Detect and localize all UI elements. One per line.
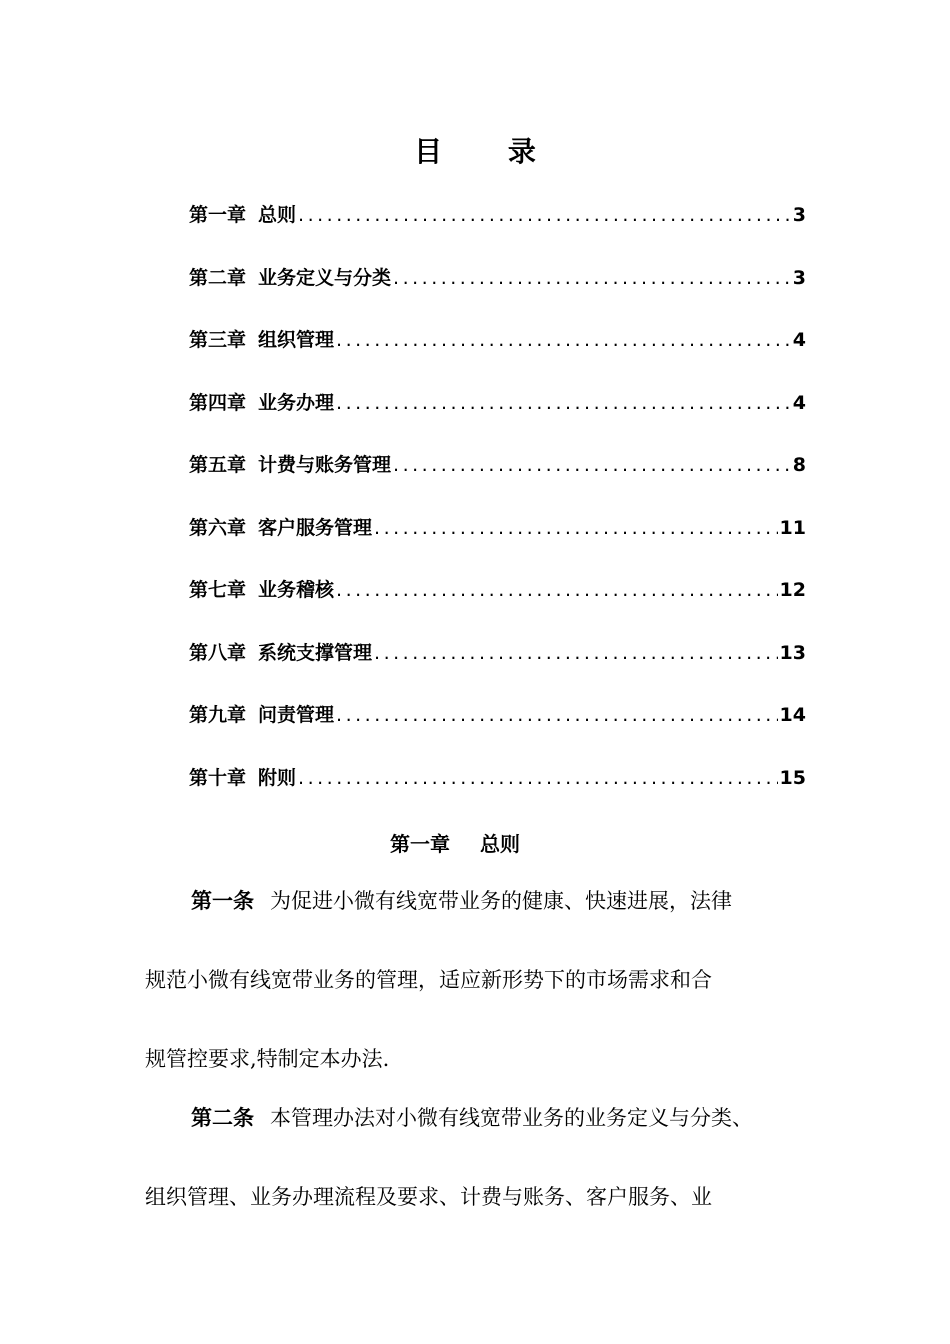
toc-entry[interactable]	[189, 200, 806, 263]
paragraph-line: 规管控要求,特制定本办法.	[145, 1047, 390, 1071]
toc-chapter-name: 组织管理	[258, 329, 335, 351]
toc-page-number: 15	[779, 766, 806, 789]
toc-chapter-number: 第五章	[189, 454, 247, 476]
chapter-heading	[0, 828, 910, 857]
toc-chapter-number: 第九章	[189, 704, 247, 726]
toc-chapter-name: 系统支撑管理	[258, 641, 373, 664]
toc-chapter-number: 第七章	[189, 579, 247, 601]
toc-dot-leader	[336, 704, 778, 726]
toc-dot-leader	[298, 204, 791, 226]
toc-chapter-number: 第三章	[189, 329, 247, 351]
paragraph-line	[145, 886, 825, 965]
paragraph-line: 规范小微有线宽带业务的管理，适应新形势下的市场需求和合	[145, 968, 712, 992]
toc-chapter-name: 业务稽核	[258, 579, 335, 601]
toc-dot-leader	[374, 517, 778, 539]
toc-entry[interactable]	[189, 513, 806, 576]
toc-page-number: 3	[792, 204, 806, 226]
toc-entry[interactable]	[189, 325, 806, 388]
toc-page-number: 3	[792, 266, 806, 289]
toc-entry[interactable]	[189, 450, 806, 513]
toc-chapter-name: 总则	[258, 204, 297, 226]
article-label: 第一条	[191, 889, 254, 913]
toc-chapter-name: 业务定义与分类	[258, 266, 392, 289]
chapter-number: 第一章	[390, 832, 450, 856]
toc-chapter-number: 第八章	[189, 641, 247, 664]
toc-chapter-number: 第十章	[189, 766, 247, 789]
toc-entry[interactable]	[189, 763, 806, 826]
toc-chapter-name: 业务办理	[258, 391, 335, 414]
toc-chapter-number: 第一章	[189, 204, 247, 226]
toc-page-number: 11	[779, 516, 806, 539]
toc-entry[interactable]	[189, 700, 806, 763]
toc-page-number: 8	[792, 454, 806, 476]
toc-page-number: 4	[792, 329, 806, 351]
toc-dot-leader	[336, 329, 791, 351]
table-of-contents	[189, 200, 806, 825]
paragraph-line: 组织管理、业务办理流程及要求、计费与账务、客户服务、业	[145, 1185, 712, 1209]
toc-dot-leader	[298, 767, 778, 789]
toc-dot-leader	[374, 642, 778, 664]
chapter-name: 总则	[480, 832, 520, 856]
toc-chapter-number: 第二章	[189, 266, 247, 289]
toc-chapter-number: 第六章	[189, 516, 247, 539]
article-paragraph	[145, 1103, 825, 1261]
toc-page-number: 4	[792, 391, 806, 414]
toc-entry[interactable]	[189, 575, 806, 638]
toc-page-number: 14	[779, 704, 806, 726]
article-paragraph	[145, 886, 825, 1123]
toc-chapter-name: 问责管理	[258, 704, 335, 726]
toc-dot-leader	[336, 392, 791, 414]
toc-chapter-number: 第四章	[189, 391, 247, 414]
article-text: 本管理办法对小微有线宽带业务的业务定义与分类、	[270, 1106, 753, 1130]
toc-title: 目 录	[414, 135, 564, 168]
toc-chapter-name: 客户服务管理	[258, 516, 373, 539]
toc-dot-leader	[393, 267, 791, 289]
toc-entry[interactable]	[189, 388, 806, 451]
toc-chapter-name: 计费与账务管理	[258, 454, 392, 476]
article-label: 第二条	[191, 1106, 254, 1130]
paragraph-line	[145, 1103, 825, 1182]
toc-page-number: 12	[779, 579, 806, 601]
toc-page-number: 13	[779, 641, 806, 664]
toc-chapter-name: 附则	[258, 766, 297, 789]
toc-dot-leader	[336, 579, 778, 601]
article-text: 为促进小微有线宽带业务的健康、快速进展，法律	[270, 889, 732, 913]
toc-entry[interactable]	[189, 638, 806, 701]
toc-entry[interactable]	[189, 263, 806, 326]
toc-dot-leader	[393, 454, 791, 476]
